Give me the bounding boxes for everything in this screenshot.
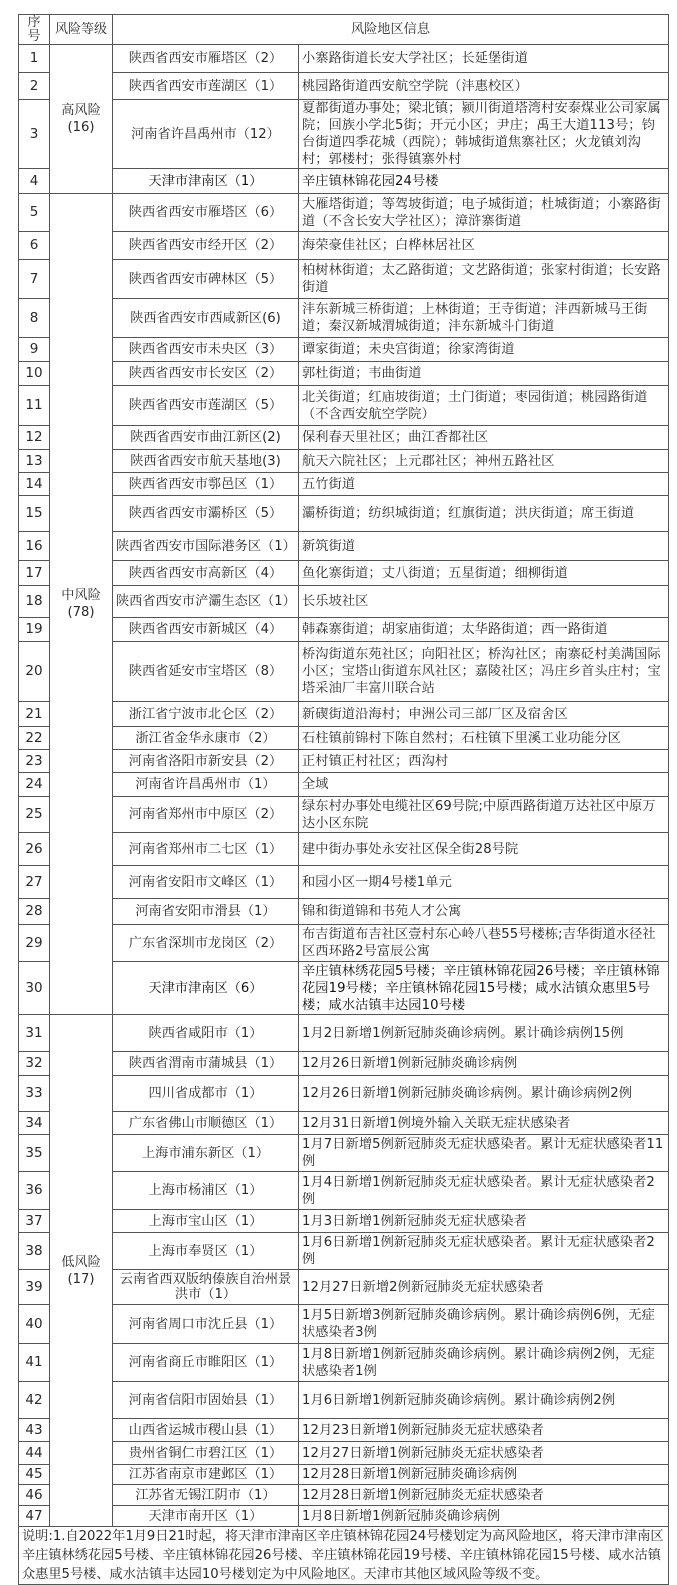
row-area-details: 12月31日新增1例境外输入关联无症状感染者: [299, 1112, 669, 1135]
table-row: [19, 702, 669, 727]
row-area-details: 和园小区一期4号楼1单元: [299, 866, 669, 899]
table-row: [19, 727, 669, 750]
row-area-details: 正村镇正村社区；西沟村: [299, 750, 669, 773]
risk-level-label: 高风险: [61, 103, 101, 118]
row-serial-number: 28: [19, 899, 50, 925]
row-serial-number: 43: [19, 1419, 50, 1442]
table-row: [19, 1135, 669, 1172]
table-row: [19, 833, 669, 866]
table-row: [19, 1305, 669, 1344]
row-serial-number: 37: [19, 1210, 50, 1233]
table-row: [19, 1485, 669, 1506]
row-area-details: 航天六院社区；上元郡社区；神州五路社区: [299, 450, 669, 473]
row-area-name: 陕西省西安市莲湖区（5）: [113, 386, 299, 426]
row-area-name: 贵州省铜仁市碧江区（1）: [113, 1442, 299, 1465]
table-row: [19, 260, 669, 299]
row-area-name: 天津市津南区（1）: [113, 169, 299, 194]
row-serial-number: 10: [19, 362, 50, 386]
note-text: 说明:1.自2022年1月9日21时起，将天津市津南区辛庄镇林锦花园24号楼划定为高风险地区，将天津市津南区辛庄镇林绣花园5号楼、辛庄镇林锦花园26号楼、辛庄镇林锦花园19号楼、辛庄镇林锦花园15号楼、咸水沽镇众惠里5号楼、咸水沽镇丰达园10号楼划定为中风险地区。天津市其他区域风险等级不变。: [19, 1527, 669, 1585]
row-serial-number: 46: [19, 1485, 50, 1506]
row-area-details: 1月4日新增1例新冠肺炎无症状感染者。累计无症状感染者2例: [299, 1172, 669, 1210]
table-row: [19, 642, 669, 702]
row-serial-number: 14: [19, 473, 50, 496]
row-area-name: 陕西省西安市高新区（4）: [113, 561, 299, 586]
row-area-name: 陕西省延安市宝塔区（8）: [113, 642, 299, 702]
row-area-name: 广东省深圳市龙岗区（2）: [113, 925, 299, 962]
row-area-details: 夏都街道办事处；梁北镇；颍川街道塔湾村安泰煤业公司家属院；回族小学北5街；开元小区；尹庄；禹王大道113号；钧台街道四季花城（西院）；韩城街道焦寨社区；火龙镇刘沟村；郭楼村；张得镇寨外村: [299, 100, 669, 169]
row-serial-number: 16: [19, 532, 50, 561]
table-row: [19, 450, 669, 473]
row-area-details: 12月27日新增1例新冠肺炎无症状感染者: [299, 1442, 669, 1465]
table-row: [19, 561, 669, 586]
row-area-name: 陕西省咸阳市（1）: [113, 1015, 299, 1052]
row-area-details: 锦和街道锦和书苑人才公寓: [299, 899, 669, 925]
risk-level-cell: [50, 1015, 113, 1527]
row-area-name: 天津市南开区（1）: [113, 1506, 299, 1527]
row-area-details: 辛庄镇林绣花园5号楼；辛庄镇林锦花园26号楼；辛庄镇林锦花园19号楼；辛庄镇林锦花园15号楼；咸水沽镇众惠里5号楼；咸水沽镇丰达园10号楼: [299, 962, 669, 1015]
row-area-details: 1月8日新增1例新冠肺炎确诊病例。累计确诊病例2例，无症状感染者1例: [299, 1344, 669, 1382]
row-serial-number: 12: [19, 426, 50, 450]
row-area-details: 1月8日新增1例新冠肺炎确诊病例: [299, 1506, 669, 1527]
row-area-details: 灞桥街道；纺织城街道；红旗街道；洪庆街道；席王街道: [299, 496, 669, 532]
row-serial-number: 3: [19, 100, 50, 169]
table-row: [19, 169, 669, 194]
row-area-details: 绿东村办事处电缆社区69号院;中原西路街道万达社区中原万达小区东院: [299, 797, 669, 833]
row-serial-number: 35: [19, 1135, 50, 1172]
table-row: [19, 866, 669, 899]
row-serial-number: 34: [19, 1112, 50, 1135]
row-area-details: 1月6日新增1例新冠肺炎确诊病例。累计确诊病例2例: [299, 1382, 669, 1419]
header-risk-level: 风险等级: [50, 15, 113, 45]
row-serial-number: 45: [19, 1465, 50, 1485]
row-area-details: 12月28日新增1例新冠肺炎确诊病例: [299, 1465, 669, 1485]
row-area-name: 陕西省西安市浐灞生态区（1）: [113, 586, 299, 618]
row-serial-number: 9: [19, 338, 50, 362]
row-area-details: 1月7日新增5例新冠肺炎无症状感染者。累计无症状感染者11例: [299, 1135, 669, 1172]
row-area-details: 12月28日新增1例新冠肺炎无症状感染者: [299, 1485, 669, 1506]
row-area-details: 郭杜街道；韦曲街道: [299, 362, 669, 386]
row-serial-number: 27: [19, 866, 50, 899]
table-row: [19, 1172, 669, 1210]
row-area-details: 1月6日新增1例新冠肺炎无症状感染者。累计无症状感染者2例: [299, 1233, 669, 1270]
row-area-name: 河南省许昌禹州市（1）: [113, 773, 299, 797]
row-area-details: 新筑街道: [299, 532, 669, 561]
table-row: [19, 1442, 669, 1465]
row-area-details: 建中街办事处永安社区保全街28号院: [299, 833, 669, 866]
table-row: [19, 618, 669, 642]
table-row: [19, 773, 669, 797]
table-row: [19, 338, 669, 362]
row-area-details: 海荣豪佳社区；白桦林居社区: [299, 232, 669, 260]
row-serial-number: 22: [19, 727, 50, 750]
row-area-name: 江苏省无锡江阴市（1）: [113, 1485, 299, 1506]
row-serial-number: 18: [19, 586, 50, 618]
row-area-details: 北关街道；红庙坡街道；土门街道；枣园街道；桃园路街道（不含西安航空学院）: [299, 386, 669, 426]
risk-level-cell: [50, 194, 113, 1015]
header-serial-number: 序号: [19, 15, 50, 45]
row-area-name: 陕西省西安市莲湖区（1）: [113, 73, 299, 100]
row-area-details: 12月26日新增1例新冠肺炎确诊病例: [299, 1052, 669, 1076]
row-serial-number: 13: [19, 450, 50, 473]
row-serial-number: 44: [19, 1442, 50, 1465]
row-area-details: 布吉街道布吉社区壹村东心岭八巷55号楼栋;吉华街道水径社区西环路2号富辰公寓: [299, 925, 669, 962]
row-area-name: 陕西省西安市曲江新区(2): [113, 426, 299, 450]
row-area-name: 陕西省西安市西咸新区(6): [113, 299, 299, 338]
table-row: [19, 1233, 669, 1270]
table-header-row: [19, 15, 669, 45]
row-serial-number: 6: [19, 232, 50, 260]
row-area-name: 上海市浦东新区（1）: [113, 1135, 299, 1172]
row-area-name: 陕西省西安市长安区（2）: [113, 362, 299, 386]
row-serial-number: 26: [19, 833, 50, 866]
risk-level-cell: [50, 45, 113, 194]
row-area-details: 辛庄镇林锦花园24号楼: [299, 169, 669, 194]
table-row: [19, 100, 669, 169]
row-area-details: 保利春天里社区；曲江香都社区: [299, 426, 669, 450]
row-area-name: 云南省西双版纳傣族自治州景洪市（1）: [113, 1270, 299, 1305]
table-row: [19, 1419, 669, 1442]
row-area-details: 沣东新城三桥街道；上林街道；王寺街道；沣西新城马王街道；秦汉新城渭城街道；沣东新城斗门街道: [299, 299, 669, 338]
row-serial-number: 30: [19, 962, 50, 1015]
row-serial-number: 33: [19, 1076, 50, 1112]
risk-level-label: 中风险: [61, 588, 101, 603]
row-area-details: 桥沟街道东苑社区；向阳社区；桥沟社区；南寨砭村美满国际小区；宝塔山街道东风社区；嘉陵社区；冯庄乡首头庄村；宝塔采油厂丰富川联合站: [299, 642, 669, 702]
table-row: [19, 1344, 669, 1382]
row-area-details: 1月2日新增1例新冠肺炎确诊病例。累计确诊病例15例: [299, 1015, 669, 1052]
row-area-details: 1月5日新增3例新冠肺炎确诊病例。累计确诊病例6例，无症状感染者3例: [299, 1305, 669, 1344]
table-body: [19, 45, 669, 1527]
row-area-name: 河南省安阳市滑县（1）: [113, 899, 299, 925]
row-area-name: 河南省郑州市中原区（2）: [113, 797, 299, 833]
row-serial-number: 31: [19, 1015, 50, 1052]
header-risk-area-info: 风险地区信息: [113, 15, 669, 45]
table-row: [19, 750, 669, 773]
table-row: [19, 962, 669, 1015]
table-row: [19, 473, 669, 496]
row-area-details: 大雁塔街道；等驾坡街道；电子城街道；杜城街道；小寨路街道（不含长安大学社区）；漳浒寨街道: [299, 194, 669, 232]
row-area-details: 长乐坡社区: [299, 586, 669, 618]
row-serial-number: 25: [19, 797, 50, 833]
row-area-name: 陕西省西安市航天基地(3): [113, 450, 299, 473]
table-row: [19, 386, 669, 426]
row-area-name: 浙江省金华永康市（2）: [113, 727, 299, 750]
table-row: [19, 194, 669, 232]
row-area-name: 河南省周口市沈丘县（1）: [113, 1305, 299, 1344]
row-area-name: 河南省信阳市固始县（1）: [113, 1382, 299, 1419]
row-area-name: 陕西省西安市新城区（4）: [113, 618, 299, 642]
row-area-name: 山西省运城市稷山县（1）: [113, 1419, 299, 1442]
row-serial-number: 4: [19, 169, 50, 194]
row-area-name: 河南省郑州市二七区（1）: [113, 833, 299, 866]
table-row: [19, 362, 669, 386]
table-row: [19, 232, 669, 260]
row-area-details: 12月27日新增2例新冠肺炎无症状感染者: [299, 1270, 669, 1305]
row-area-name: 河南省商丘市睢阳区（1）: [113, 1344, 299, 1382]
table-row: [19, 426, 669, 450]
row-area-name: 陕西省西安市雁塔区（2）: [113, 45, 299, 73]
row-serial-number: 5: [19, 194, 50, 232]
row-area-details: 1月3日新增1例新冠肺炎无症状感染者: [299, 1210, 669, 1233]
row-serial-number: 1: [19, 45, 50, 73]
table-row: [19, 925, 669, 962]
row-serial-number: 38: [19, 1233, 50, 1270]
row-area-details: 12月23日新增1例新冠肺炎无症状感染者: [299, 1419, 669, 1442]
row-area-details: 韩森寨街道；胡家庙街道；太华路街道；西一路街道: [299, 618, 669, 642]
row-serial-number: 29: [19, 925, 50, 962]
row-serial-number: 11: [19, 386, 50, 426]
row-serial-number: 47: [19, 1506, 50, 1527]
risk-level-count: (16): [67, 120, 95, 135]
row-area-details: 石柱镇前锦村下陈自然村；石柱镇下里溪工业功能分区: [299, 727, 669, 750]
table-row: [19, 1076, 669, 1112]
row-area-name: 广东省佛山市顺德区（1）: [113, 1112, 299, 1135]
row-area-details: 桃园路街道西安航空学院（沣惠校区）: [299, 73, 669, 100]
row-serial-number: 19: [19, 618, 50, 642]
row-area-name: 陕西省西安市经开区（2）: [113, 232, 299, 260]
risk-level-count: (17): [67, 1271, 95, 1287]
table-row: [19, 45, 669, 73]
row-serial-number: 24: [19, 773, 50, 797]
row-serial-number: 2: [19, 73, 50, 100]
risk-areas-table: [18, 14, 669, 1585]
row-area-name: 河南省许昌禹州市（12）: [113, 100, 299, 169]
row-area-name: 上海市奉贤区（1）: [113, 1233, 299, 1270]
table-row: [19, 496, 669, 532]
row-area-name: 陕西省西安市灞桥区（5）: [113, 496, 299, 532]
table-row: [19, 1270, 669, 1305]
row-serial-number: 23: [19, 750, 50, 773]
row-area-name: 河南省安阳市文峰区（1）: [113, 866, 299, 899]
table-row: [19, 586, 669, 618]
table-row: [19, 797, 669, 833]
row-serial-number: 17: [19, 561, 50, 586]
row-area-name: 陕西省西安市国际港务区（1）: [113, 532, 299, 561]
row-area-name: 江苏省南京市建邺区（1）: [113, 1465, 299, 1485]
row-area-name: 陕西省西安市雁塔区（6）: [113, 194, 299, 232]
row-area-name: 河南省洛阳市新安县（2）: [113, 750, 299, 773]
row-area-name: 陕西省渭南市蒲城县（1）: [113, 1052, 299, 1076]
table-row: [19, 899, 669, 925]
row-serial-number: 42: [19, 1382, 50, 1419]
note-row: [19, 1527, 669, 1585]
row-area-details: 鱼化寨街道；丈八街道；五星街道；细柳街道: [299, 561, 669, 586]
table-row: [19, 73, 669, 100]
row-area-details: 12月26日新增1例新冠肺炎确诊病例。累计确诊病例2例: [299, 1076, 669, 1112]
row-area-name: 上海市杨浦区（1）: [113, 1172, 299, 1210]
table-row: [19, 1465, 669, 1485]
row-area-name: 天津市津南区（6）: [113, 962, 299, 1015]
row-area-name: 陕西省西安市未央区（3）: [113, 338, 299, 362]
table-row: [19, 1052, 669, 1076]
row-area-details: 五竹街道: [299, 473, 669, 496]
row-area-details: 新碶街道沿海村；申洲公司三部厂区及宿舍区: [299, 702, 669, 727]
risk-level-label: 低风险: [61, 1254, 101, 1270]
row-serial-number: 39: [19, 1270, 50, 1305]
risk-level-count: (78): [67, 605, 95, 620]
row-area-details: 小寨路街道长安大学社区；长延堡街道: [299, 45, 669, 73]
row-serial-number: 15: [19, 496, 50, 532]
row-serial-number: 40: [19, 1305, 50, 1344]
row-area-details: 谭家街道；未央宫街道；徐家湾街道: [299, 338, 669, 362]
table-row: [19, 1015, 669, 1052]
row-serial-number: 32: [19, 1052, 50, 1076]
table-row: [19, 299, 669, 338]
row-area-name: 浙江省宁波市北仑区（2）: [113, 702, 299, 727]
row-area-details: 全域: [299, 773, 669, 797]
row-area-name: 陕西省西安市碑林区（5）: [113, 260, 299, 299]
row-area-details: 柏树林街道；太乙路街道；文艺路街道；张家村街道；长安路街道: [299, 260, 669, 299]
row-area-name: 上海市宝山区（1）: [113, 1210, 299, 1233]
row-area-name: 四川省成都市（1）: [113, 1076, 299, 1112]
row-serial-number: 20: [19, 642, 50, 702]
row-serial-number: 36: [19, 1172, 50, 1210]
row-serial-number: 7: [19, 260, 50, 299]
table-row: [19, 1506, 669, 1527]
row-serial-number: 21: [19, 702, 50, 727]
table-row: [19, 1210, 669, 1233]
table-row: [19, 1382, 669, 1419]
table-row: [19, 1112, 669, 1135]
table-row: [19, 532, 669, 561]
row-area-name: 陕西省西安市鄠邑区（1）: [113, 473, 299, 496]
row-serial-number: 8: [19, 299, 50, 338]
row-serial-number: 41: [19, 1344, 50, 1382]
